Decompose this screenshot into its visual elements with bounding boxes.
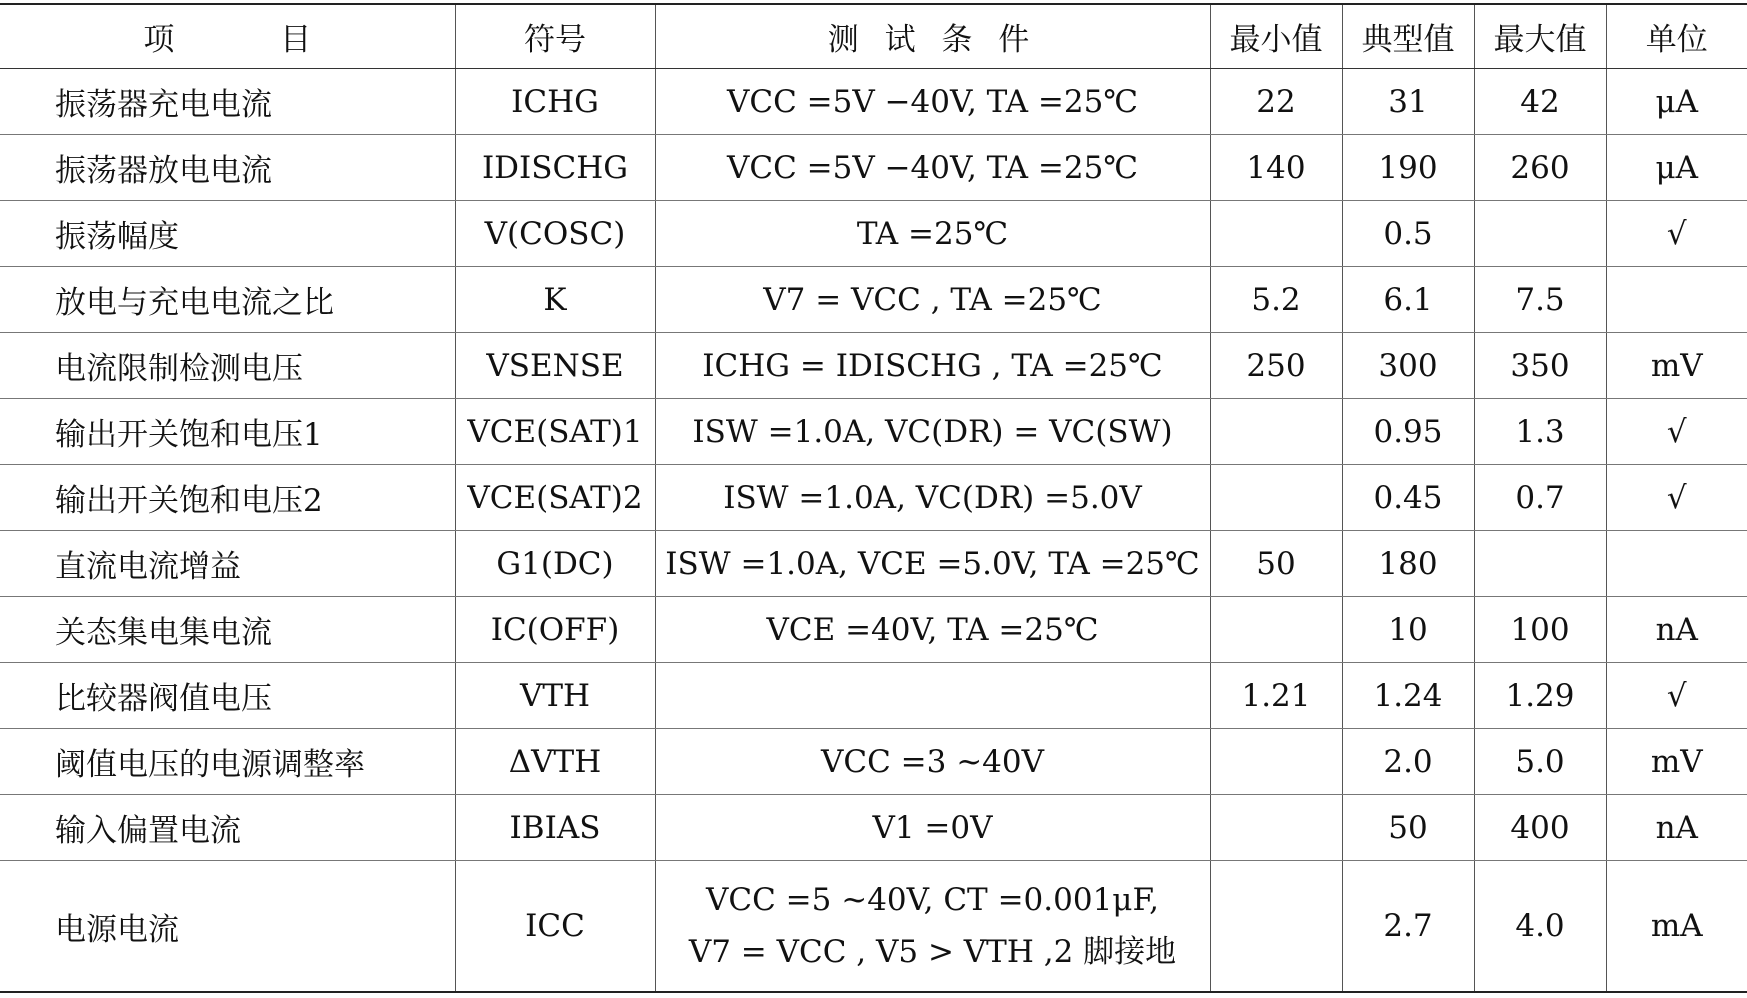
cell-typ: 1.24 (1342, 663, 1474, 729)
cell-item: 直流电流增益 (0, 531, 455, 597)
cell-unit (1606, 531, 1747, 597)
cell-min: 250 (1210, 333, 1342, 399)
cell-item: 振荡幅度 (0, 201, 455, 267)
cell-min: 140 (1210, 135, 1342, 201)
cell-min: 22 (1210, 69, 1342, 135)
table-row (0, 597, 1747, 663)
header-max: 最大值 (1474, 4, 1606, 69)
cell-min: 5.2 (1210, 267, 1342, 333)
cell-max: 100 (1474, 597, 1606, 663)
table-row (0, 663, 1747, 729)
table-row (0, 729, 1747, 795)
cell-max: 1.29 (1474, 663, 1606, 729)
cell-typ: 6.1 (1342, 267, 1474, 333)
cell-symbol: ΔVTH (455, 729, 655, 795)
cell-symbol: VCE(SAT)2 (455, 465, 655, 531)
cell-typ: 31 (1342, 69, 1474, 135)
cell-unit: mV (1606, 729, 1747, 795)
cell-condition: ISW =1.0A, VC(DR) =5.0V (655, 465, 1210, 531)
cell-unit: μA (1606, 69, 1747, 135)
header-unit: 单位 (1606, 4, 1747, 69)
cell-condition: V1 =0V (655, 795, 1210, 861)
cell-condition: VCC =5V −40V, TA =25℃ (655, 69, 1210, 135)
cell-condition: ICHG = IDISCHG , TA =25℃ (655, 333, 1210, 399)
cell-typ: 2.0 (1342, 729, 1474, 795)
header-condition (655, 4, 1210, 69)
cell-item: 输出开关饱和电压2 (0, 465, 455, 531)
cell-unit: μA (1606, 135, 1747, 201)
cell-item: 放电与充电电流之比 (0, 267, 455, 333)
table-row (0, 531, 1747, 597)
cell-min (1210, 201, 1342, 267)
cell-typ: 180 (1342, 531, 1474, 597)
cell-condition: ISW =1.0A, VC(DR) = VC(SW) (655, 399, 1210, 465)
table-row (0, 399, 1747, 465)
cell-symbol: IC(OFF) (455, 597, 655, 663)
cell-typ: 300 (1342, 333, 1474, 399)
cell-max: 42 (1474, 69, 1606, 135)
cell-symbol: VSENSE (455, 333, 655, 399)
cell-max: 4.0 (1474, 861, 1606, 993)
cell-condition: VCC =5V −40V, TA =25℃ (655, 135, 1210, 201)
header-row (0, 4, 1747, 69)
cell-max: 5.0 (1474, 729, 1606, 795)
table-row (0, 201, 1747, 267)
cell-symbol: IBIAS (455, 795, 655, 861)
cell-unit: mA (1606, 861, 1747, 993)
cell-condition-line-2: V7 = VCC , V5 > VTH ,2 脚接地 (688, 934, 1177, 970)
table-row (0, 795, 1747, 861)
table-row (0, 69, 1747, 135)
cell-condition: ISW =1.0A, VCE =5.0V, TA =25℃ (655, 531, 1210, 597)
cell-symbol: VCE(SAT)1 (455, 399, 655, 465)
cell-min (1210, 465, 1342, 531)
cell-item: 比较器阀值电压 (0, 663, 455, 729)
cell-unit: √ (1606, 465, 1747, 531)
table-row (0, 333, 1747, 399)
cell-unit: nA (1606, 597, 1747, 663)
cell-symbol: ICHG (455, 69, 655, 135)
cell-condition (655, 861, 1210, 993)
electrical-characteristics-table (0, 3, 1747, 993)
cell-unit: nA (1606, 795, 1747, 861)
cell-max: 260 (1474, 135, 1606, 201)
cell-min (1210, 861, 1342, 993)
header-symbol: 符号 (455, 4, 655, 69)
cell-condition: TA =25℃ (655, 201, 1210, 267)
table-row (0, 135, 1747, 201)
cell-item: 电源电流 (0, 861, 455, 993)
cell-item: 电流限制检测电压 (0, 333, 455, 399)
cell-typ: 2.7 (1342, 861, 1474, 993)
header-condition-label: 测 试 条 件 (827, 22, 1038, 58)
cell-min: 50 (1210, 531, 1342, 597)
cell-item: 关态集电集电流 (0, 597, 455, 663)
cell-min: 1.21 (1210, 663, 1342, 729)
cell-condition (655, 663, 1210, 729)
header-typ: 典型值 (1342, 4, 1474, 69)
cell-unit: mV (1606, 333, 1747, 399)
header-item (0, 4, 455, 69)
cell-condition: VCC =3 ~40V (655, 729, 1210, 795)
cell-min (1210, 597, 1342, 663)
cell-typ: 50 (1342, 795, 1474, 861)
header-item-label: 项 目 (143, 22, 360, 58)
cell-typ: 10 (1342, 597, 1474, 663)
cell-symbol: K (455, 267, 655, 333)
cell-item: 输入偏置电流 (0, 795, 455, 861)
cell-typ: 0.95 (1342, 399, 1474, 465)
cell-symbol: V(COSC) (455, 201, 655, 267)
cell-item: 阈值电压的电源调整率 (0, 729, 455, 795)
cell-item: 振荡器放电电流 (0, 135, 455, 201)
cell-symbol: ICC (455, 861, 655, 993)
cell-max: 1.3 (1474, 399, 1606, 465)
cell-min (1210, 729, 1342, 795)
cell-min (1210, 795, 1342, 861)
cell-unit: √ (1606, 399, 1747, 465)
cell-unit (1606, 267, 1747, 333)
cell-item: 振荡器充电电流 (0, 69, 455, 135)
cell-max: 0.7 (1474, 465, 1606, 531)
cell-symbol: G1(DC) (455, 531, 655, 597)
cell-typ: 0.5 (1342, 201, 1474, 267)
cell-typ: 190 (1342, 135, 1474, 201)
cell-condition: V7 = VCC , TA =25℃ (655, 267, 1210, 333)
cell-typ: 0.45 (1342, 465, 1474, 531)
cell-max (1474, 201, 1606, 267)
header-min: 最小值 (1210, 4, 1342, 69)
cell-min (1210, 399, 1342, 465)
cell-symbol: VTH (455, 663, 655, 729)
cell-max: 400 (1474, 795, 1606, 861)
table-row (0, 861, 1747, 993)
cell-condition: VCE =40V, TA =25℃ (655, 597, 1210, 663)
cell-unit: √ (1606, 201, 1747, 267)
cell-symbol: IDISCHG (455, 135, 655, 201)
cell-unit: √ (1606, 663, 1747, 729)
cell-item: 输出开关饱和电压1 (0, 399, 455, 465)
cell-max (1474, 531, 1606, 597)
cell-condition-line-1: VCC =5 ~40V, CT =0.001μF, (706, 882, 1159, 918)
table-row (0, 465, 1747, 531)
cell-max: 350 (1474, 333, 1606, 399)
table-row (0, 267, 1747, 333)
cell-max: 7.5 (1474, 267, 1606, 333)
